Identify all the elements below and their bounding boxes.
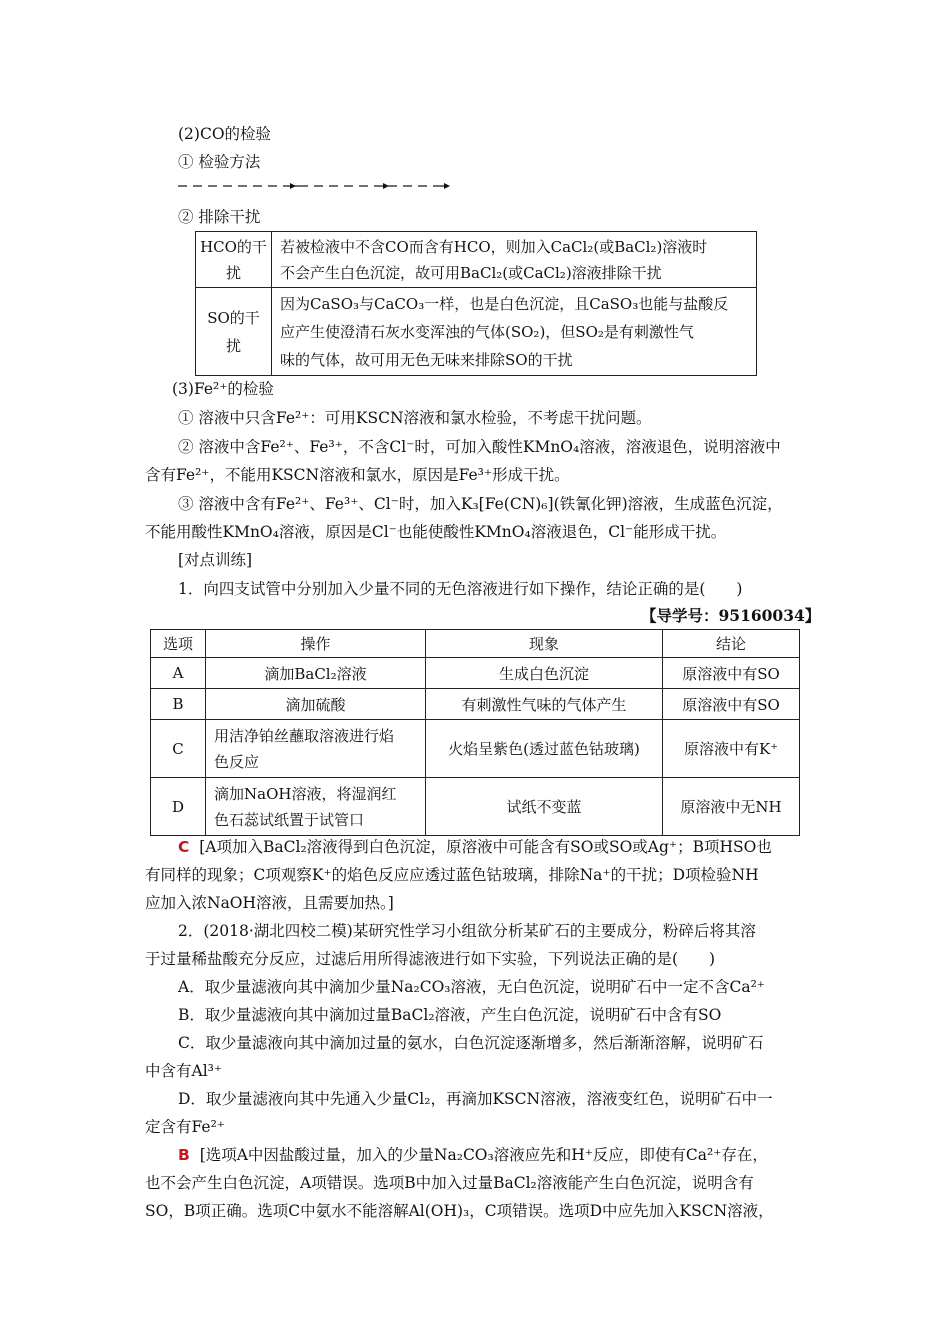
column-header-option: 选项 (151, 630, 206, 658)
hco-interference-header (196, 232, 272, 288)
operation-cell (206, 778, 426, 836)
guide-number: 【导学号：95160034】 (641, 606, 821, 625)
cell-text: 味的气体，故可用无色无味来排除SO的干扰 (280, 350, 573, 369)
fe2-point-3-cont: 不能用酸性KMnO₄溶液，原因是Cl⁻也能使酸性KMnO₄溶液退色，Cl⁻能形成干扰。 (145, 523, 727, 541)
operation-cell: 滴加硫酸 (206, 689, 426, 720)
option-b: B．取少量滤液向其中滴加过量BaCl₂溶液，产生白色沉淀，说明矿石中含有SO (178, 1006, 722, 1024)
option-cell: B (151, 689, 206, 720)
answer-letter: C (178, 838, 190, 856)
cell-text: 应产生使澄清石灰水变浑浊的气体(SO₂)，但SO₂是有刺激性气 (280, 322, 694, 341)
answer-explanation-1 (178, 837, 772, 857)
explanation-cont: 有同样的现象；C项观察K⁺的焰色反应应透过蓝色钴玻璃，排除Na⁺的干扰；D项检验NH (145, 866, 759, 884)
section-title-fe2-test: (3)Fe²⁺的检验 (172, 380, 274, 398)
explanation-cont: SO，B项正确。选项C中氨水不能溶解Al(OH)₃，C项错误。选项D中应先加入KSCN溶液， (145, 1202, 774, 1220)
so-interference-header (196, 288, 272, 376)
explanation-text: [A项加入BaCl₂溶液得到白色沉淀，原溶液中可能含有SO或SO或Ag⁺；B项HSO也 (199, 838, 772, 856)
conclusion-cell: 原溶液中有SO (663, 689, 800, 720)
question-2-stem: 2．(2018·湖北四校二模)某研究性学习小组欲分析某矿石的主要成分，粉碎后将其溶 (178, 922, 756, 940)
cell-text: 若被检液中不含CO而含有HCO，则加入CaCl₂(或BaCl₂)溶液时 (280, 237, 708, 256)
cell-text: SO的干 (207, 308, 260, 327)
table-row (196, 232, 757, 288)
table-row (151, 689, 800, 720)
table-row (151, 720, 800, 778)
phenomenon-cell: 试纸不变蓝 (426, 778, 663, 836)
column-header-operation: 操作 (206, 630, 426, 658)
phenomenon-cell: 有刺激性气味的气体产生 (426, 689, 663, 720)
explanation-cont: 也不会产生白色沉淀，A项错误。选项B中加入过量BaCl₂溶液能产生白色沉淀，说明含有 (145, 1174, 754, 1192)
operation-cell (206, 720, 426, 778)
cell-text: 扰 (225, 263, 241, 282)
question-1-stem: 1．向四支试管中分别加入少量不同的无色溶液进行如下操作，结论正确的是( ) (178, 580, 743, 598)
exclude-interference-heading: ② 排除干扰 (178, 208, 261, 226)
hco-interference-text (272, 232, 757, 288)
option-cell: D (151, 778, 206, 836)
cell-text: 色石蕊试纸置于试管口 (214, 810, 365, 829)
cell-text: 滴加NaOH溶液，将湿润红 (214, 784, 397, 803)
option-c-cont: 中含有Al³⁺ (145, 1062, 223, 1080)
phenomenon-cell: 生成白色沉淀 (426, 658, 663, 689)
question-2-stem-cont: 于过量稀盐酸充分反应，过滤后用所得滤液进行如下实验，下列说法正确的是( ) (145, 950, 716, 968)
cell-text: 不会产生白色沉淀，故可用BaCl₂(或CaCl₂)溶液排除干扰 (280, 263, 662, 282)
fe2-point-3: ③ 溶液中含有Fe²⁺、Fe³⁺、Cl⁻时，加入K₃[Fe(CN)₆](铁氰化钾)溶液，生成蓝色沉淀， (178, 495, 783, 513)
so-interference-text (272, 288, 757, 376)
table-row (196, 288, 757, 376)
answer-letter: B (178, 1146, 190, 1164)
option-d-cont: 定含有Fe²⁺ (145, 1118, 225, 1136)
conclusion-cell: 原溶液中有K⁺ (663, 720, 800, 778)
column-header-phenomenon: 现象 (426, 630, 663, 658)
method-heading: ① 检验方法 (178, 153, 261, 171)
flow-arrow-blanks (178, 180, 450, 192)
explanation-text: [选项A中因盐酸过量，加入的少量Na₂CO₃溶液应先和H⁺反应，即使有Ca²⁺存在， (199, 1146, 768, 1164)
phenomenon-cell: 火焰呈紫色(透过蓝色钴玻璃) (426, 720, 663, 778)
question-1-table (150, 629, 800, 836)
table-row (151, 658, 800, 689)
conclusion-cell: 原溶液中有SO (663, 658, 800, 689)
column-header-conclusion: 结论 (663, 630, 800, 658)
operation-cell: 滴加BaCl₂溶液 (206, 658, 426, 689)
option-cell: C (151, 720, 206, 778)
cell-text: 用洁净铂丝蘸取溶液进行焰 (214, 726, 395, 745)
cell-text: 因为CaSO₃与CaCO₃一样，也是白色沉淀，且CaSO₃也能与盐酸反 (280, 294, 729, 313)
table-row (151, 778, 800, 836)
conclusion-cell: 原溶液中无NH (663, 778, 800, 836)
answer-explanation-2 (178, 1145, 768, 1165)
option-a: A．取少量滤液向其中滴加少量Na₂CO₃溶液，无白色沉淀，说明矿石中一定不含Ca²⁺ (178, 978, 765, 996)
option-c: C．取少量滤液向其中滴加过量的氨水，白色沉淀逐渐增多，然后渐渐溶解，说明矿石 (178, 1034, 764, 1052)
table-header-row (151, 630, 800, 658)
explanation-cont: 应加入浓NaOH溶液，且需要加热。] (145, 894, 394, 912)
section-title-co-test: (2)CO的检验 (178, 125, 272, 143)
cell-text: 扰 (225, 336, 241, 355)
training-heading: [对点训练] (178, 551, 253, 569)
cell-text: HCO的干 (200, 237, 267, 256)
interference-table (195, 231, 757, 376)
fe2-point-2: ② 溶液中含Fe²⁺、Fe³⁺，不含Cl⁻时，可加入酸性KMnO₄溶液，溶液退色，说明溶液中 (178, 438, 781, 456)
option-cell: A (151, 658, 206, 689)
option-d: D．取少量滤液向其中先通入少量Cl₂，再滴加KSCN溶液，溶液变红色，说明矿石中一 (178, 1090, 773, 1108)
fe2-point-1: ① 溶液中只含Fe²⁺：可用KSCN溶液和氯水检验，不考虑干扰问题。 (178, 409, 652, 427)
cell-text: 色反应 (214, 752, 260, 771)
fe2-point-2-cont: 含有Fe²⁺，不能用KSCN溶液和氯水，原因是Fe³⁺形成干扰。 (145, 466, 570, 484)
